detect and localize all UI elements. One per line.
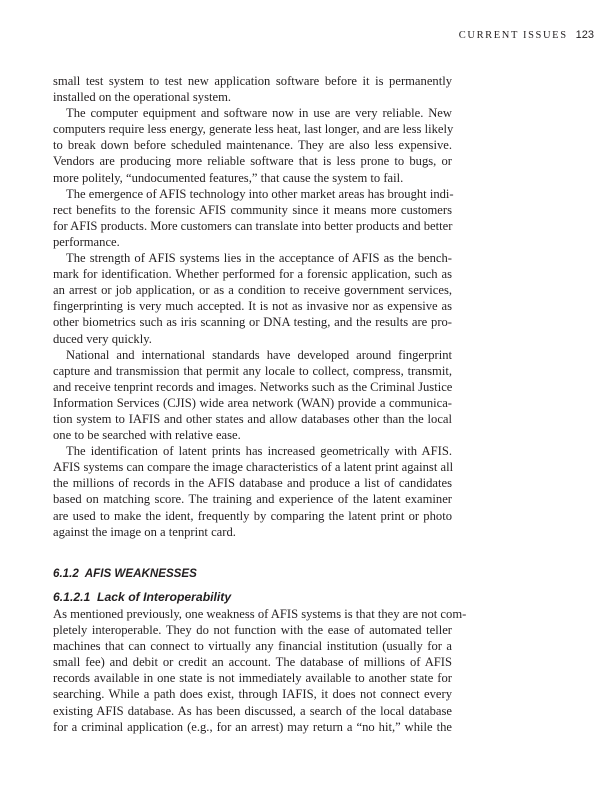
text-line: mark for identification. Whether performed for a forensic application, such as <box>53 267 452 282</box>
paragraph <box>53 443 452 540</box>
text-line: for AFIS products. More customers can translate into better products and better <box>53 218 453 233</box>
paragraph <box>53 606 467 735</box>
text-line: based on matching score. The training and experience of the latent examiner <box>53 492 452 507</box>
text-line: machines that can connect to virtually any financial institution (usually for a <box>53 639 452 654</box>
text-line: for a criminal application (e.g., for an arrest) may return a “no hit,” while the <box>53 719 452 734</box>
text-line: small test system to test new application software before it is permanently <box>53 74 452 88</box>
text-line: performance. <box>53 234 120 249</box>
text-line: As mentioned previously, one weakness of AFIS systems is that they are not com- <box>53 607 467 621</box>
text-line: records available in one state is not immediately available to another state for <box>53 671 452 686</box>
paragraph <box>53 105 452 185</box>
text-line: fingerprinting is very much accepted. It is not as invasive nor as expensive as <box>53 299 452 314</box>
text-line: Information Services (CJIS) wide area network (WAN) provide a communica- <box>53 395 452 410</box>
text-line: one to be searched with relative ease. <box>53 428 241 443</box>
text-line: other biometrics such as iris scanning or DNA testing, and the results are pro- <box>53 315 452 330</box>
text-line: an arrest or job application, or as a condition to receive government services, <box>53 283 452 298</box>
text-line: duced very quickly. <box>53 331 152 346</box>
running-head <box>459 29 594 41</box>
text-line: to break down before scheduled maintenance. They are also less expensive. <box>53 138 452 153</box>
body-text-top <box>53 73 452 540</box>
text-line: tion system to IAFIS and other states and allow databases other than the local <box>53 411 452 426</box>
paragraph <box>53 250 452 347</box>
text-line: against the image on a tenprint card. <box>53 524 236 539</box>
text-line: pletely interoperable. They do not function with the ease of automated teller <box>53 623 452 638</box>
text-line: and receive tenprint records and images. Networks such as the Criminal Justice <box>53 379 453 394</box>
text-line: more politely, “undocumented features,” that cause the system to fail. <box>53 170 404 185</box>
text-line: The strength of AFIS systems lies in the acceptance of AFIS as the bench- <box>66 251 452 266</box>
paragraph <box>53 73 452 105</box>
page-number: 123 <box>575 29 594 41</box>
text-line: Vendors are producing more reliable software that is less prone to bugs, or <box>53 154 452 169</box>
section-heading: 6.1.2 AFIS WEAKNESSES <box>53 567 197 580</box>
paragraph <box>53 347 452 444</box>
paragraph <box>53 186 452 250</box>
subsection-heading: 6.1.2.1 Lack of Interoperability <box>53 590 232 604</box>
text-line: existing AFIS database. As has been discussed, a search of the local database <box>53 703 452 718</box>
text-line: The computer equipment and software now in use are very reliable. New <box>66 106 452 121</box>
text-line: installed on the operational system. <box>53 90 232 105</box>
text-line: computers require less energy, generate less heat, last longer, and are less likely <box>53 122 454 137</box>
text-line: small fee) and debit or credit an account. The database of millions of AFIS <box>53 655 452 670</box>
text-line: are used to make the ident, frequently by comparing the latent print or photo <box>53 508 452 523</box>
section <box>53 566 467 735</box>
text-line: National and international standards have developed around fingerprint <box>66 347 452 362</box>
text-line: searching. While a path does exist, through IAFIS, it does not connect every <box>53 687 452 702</box>
text-line: The emergence of AFIS technology into other market areas has brought indi- <box>66 186 454 201</box>
text-line: AFIS systems can compare the image characteristics of a latent print against all <box>53 460 454 475</box>
body-text-bottom <box>53 606 467 735</box>
text-line: capture and transmission that permit any locale to collect, compress, transmit, <box>53 363 452 378</box>
text-line: The identification of latent prints has increased geometrically with AFIS. <box>66 444 452 459</box>
text-line: rect benefits to the forensic AFIS community since it means more customers <box>53 202 452 217</box>
running-title: CURRENT ISSUES <box>458 30 568 41</box>
text-line: the millions of records in the AFIS database and produce a list of candidates <box>53 476 452 491</box>
